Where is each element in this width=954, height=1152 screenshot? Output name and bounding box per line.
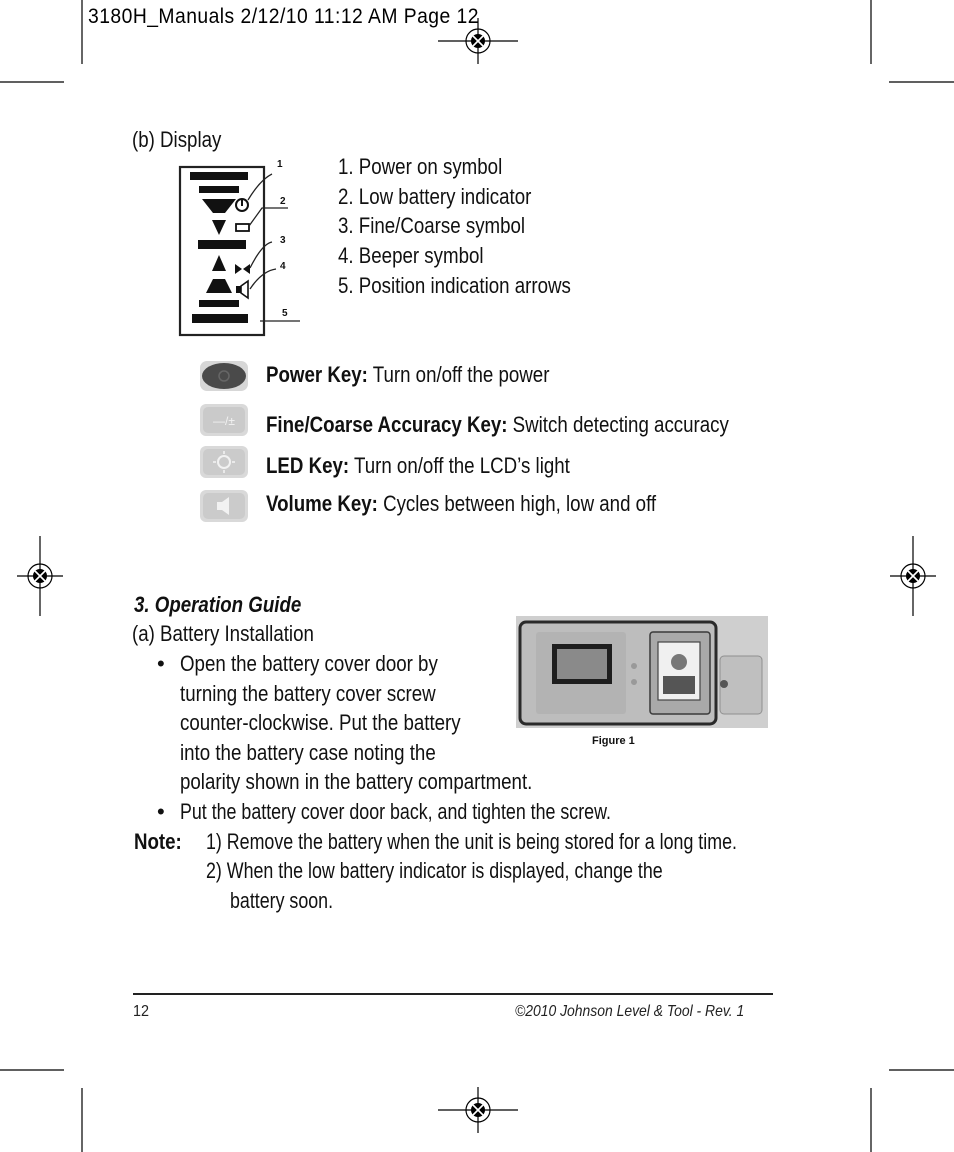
fine-coarse-key-desc: Switch detecting accuracy (507, 412, 729, 437)
volume-key-row (266, 491, 725, 517)
note-2-line-1: 2) When the low battery indicator is displayed, change the (206, 858, 663, 883)
power-key-label: Power Key: (266, 362, 368, 387)
operation-guide-heading: 3. Operation Guide (134, 592, 302, 617)
callout-4: 4 (280, 261, 286, 272)
fine-coarse-key-icon (200, 404, 248, 436)
lcd-display-diagram (176, 156, 306, 342)
bullet-2-dot: • (157, 799, 165, 824)
note-2-line-2: battery soon. (230, 888, 334, 913)
callout-1: 1 (277, 159, 283, 170)
registration-mark-left (17, 536, 63, 616)
display-item-4: 4. Beeper symbol (338, 243, 484, 268)
bullet-2-text: Put the battery cover door back, and tighten the screw. (180, 799, 611, 824)
registration-mark-bottom (438, 1087, 518, 1133)
led-key-row (266, 453, 623, 479)
bullet-1-line-3: counter-clockwise. Put the battery (180, 710, 461, 735)
volume-key-icon (200, 490, 248, 522)
volume-key-desc: Cycles between high, low and off (377, 491, 657, 516)
figure-1-caption: Figure 1 (592, 735, 635, 747)
bullet-1-line-4: into the battery case noting the (180, 740, 436, 765)
bullet-1-line-5: polarity shown in the battery compartment. (180, 769, 533, 794)
callout-3: 3 (280, 235, 286, 246)
led-key-label: LED Key: (266, 453, 350, 478)
power-key-desc: Turn on/off the power (367, 362, 550, 387)
battery-installation-heading: (a) Battery Installation (132, 621, 314, 646)
display-heading: (b) Display (132, 127, 222, 152)
copyright: ©2010 Johnson Level & Tool - Rev. 1 (515, 1003, 745, 1020)
power-key-row (266, 362, 599, 388)
figure-1-photo (516, 616, 768, 750)
fine-coarse-key-label: Fine/Coarse Accuracy Key: (266, 412, 508, 437)
led-key-desc: Turn on/off the LCD’s light (349, 453, 570, 478)
note-1: 1) Remove the battery when the unit is being stored for a long time. (206, 829, 737, 854)
display-item-1: 1. Power on symbol (338, 154, 503, 179)
bullet-1-line-1: Open the battery cover door by (180, 651, 438, 676)
power-key-icon (200, 361, 248, 391)
fine-coarse-key-row (266, 412, 811, 438)
note-label: Note: (134, 829, 182, 854)
led-key-icon (200, 446, 248, 478)
volume-key-label: Volume Key: (266, 491, 378, 516)
callout-5: 5 (282, 308, 288, 319)
print-slug: 3180H_Manuals 2/12/10 11:12 AM Page 12 (88, 5, 479, 28)
footer-rule (133, 993, 773, 995)
svg-text:—/±: —/± (213, 414, 235, 428)
page-number: 12 (133, 1003, 150, 1020)
callout-2: 2 (280, 196, 286, 207)
display-item-2: 2. Low battery indicator (338, 184, 532, 209)
display-item-5: 5. Position indication arrows (338, 273, 571, 298)
bullet-1-line-2: turning the battery cover screw (180, 681, 436, 706)
display-item-3: 3. Fine/Coarse symbol (338, 213, 526, 238)
bullet-1-dot: • (157, 651, 165, 676)
registration-mark-right (890, 536, 936, 616)
